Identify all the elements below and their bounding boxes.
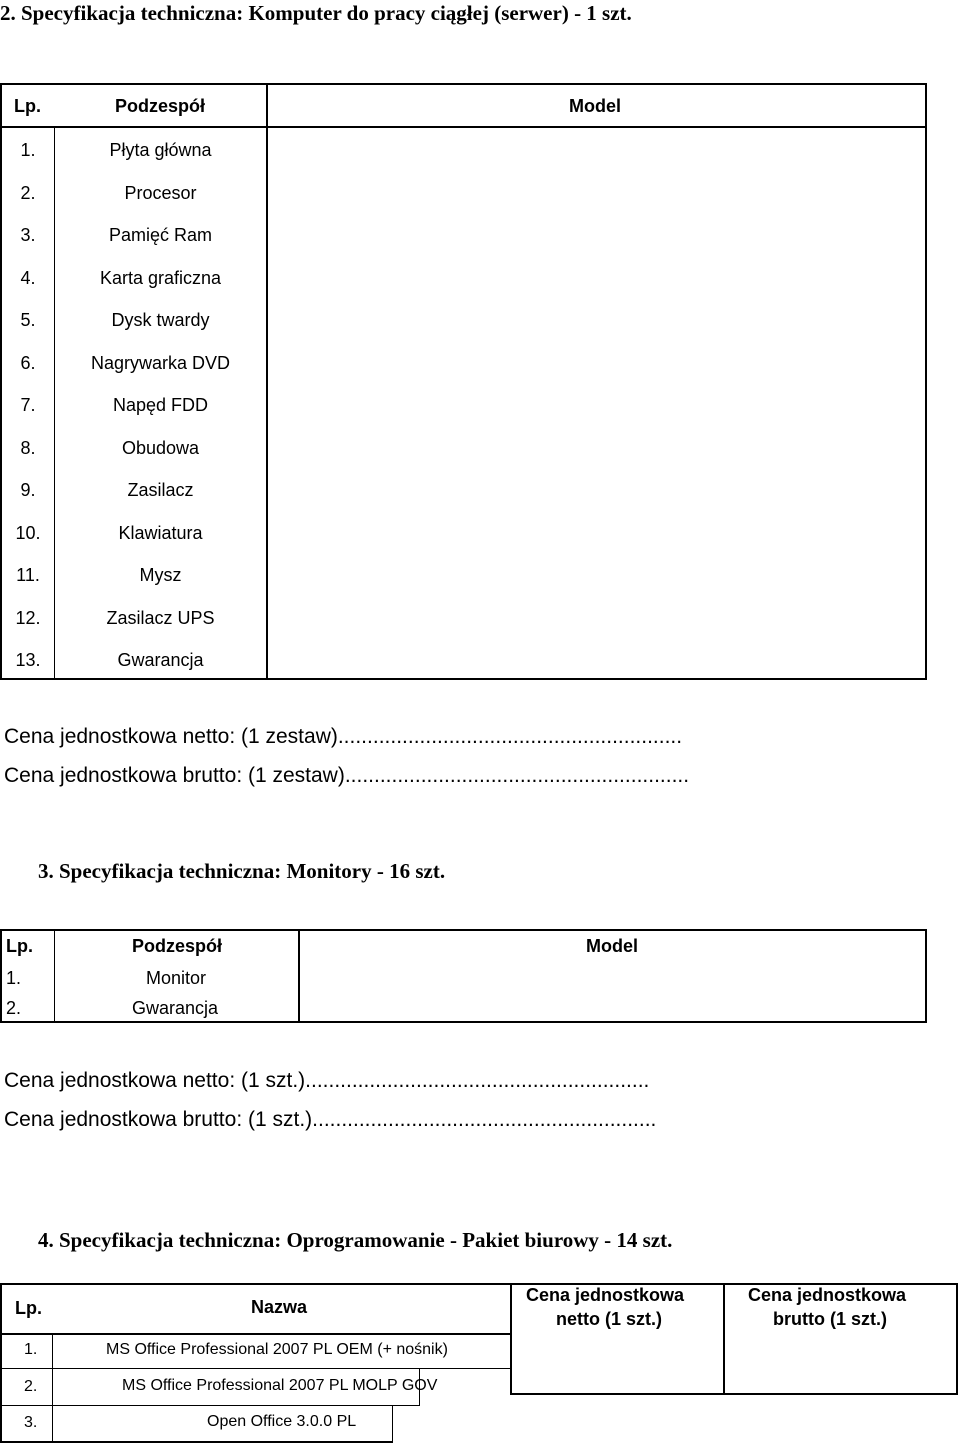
section2-row-lp: 4. <box>20 267 36 288</box>
section2-header-model: Model <box>569 96 621 116</box>
section2-row-lp: 6. <box>20 352 36 373</box>
section2-header-part: Podzespół <box>115 96 206 116</box>
section2-row-part: Dysk twardy <box>111 310 210 330</box>
section4-row-name: MS Office Professional 2007 PL OEM (+ nośnik) <box>106 1341 448 1358</box>
section2-row-part: Pamięć Ram <box>108 225 213 245</box>
section2-title: 2. Specyfikacja techniczna: Komputer do pracy ciągłej (serwer) - 1 szt. <box>0 1 632 25</box>
section2-row-part: Procesor <box>124 182 197 203</box>
section3-header-part: Podzespół <box>132 936 223 956</box>
section4-row-lp: 2. <box>24 1378 38 1395</box>
section2-row-part: Nagrywarka DVD <box>90 352 231 373</box>
section4-row-lp: 3. <box>24 1414 38 1431</box>
section2-row-lp: 9. <box>20 480 36 500</box>
section3-price-netto: Cena jednostkowa netto: (1 szt.)........................................................... <box>4 1069 650 1092</box>
section2-header-lp: Lp. <box>14 96 41 116</box>
section2-row-part: Płyta główna <box>109 140 212 160</box>
section4-header-netto: netto (1 szt.) <box>556 1309 662 1329</box>
section2-row-lp: 3. <box>20 225 36 245</box>
section4-row-name: MS Office Professional 2007 PL MOLP GOV <box>122 1377 438 1394</box>
section2-row-lp: 2. <box>20 182 36 203</box>
section2-row-lp: 10. <box>15 522 41 543</box>
section3-row-part: Monitor <box>146 968 207 988</box>
section3-row-lp: 1. <box>6 968 22 988</box>
section2-row-lp: 13. <box>15 650 41 670</box>
section2-row-lp: 12. <box>15 607 41 628</box>
section2-row-part: Obudowa <box>121 437 200 458</box>
section4-header-name: Nazwa <box>251 1297 308 1317</box>
section2-row-lp: 8. <box>20 437 36 458</box>
section2-price-brutto: Cena jednostkowa brutto: (1 zestaw)........................................................... <box>4 764 690 787</box>
section3-price-brutto: Cena jednostkowa brutto: (1 szt.)........................................................... <box>4 1108 657 1131</box>
section2-row-part: Mysz <box>139 565 182 585</box>
section2-row-part: Zasilacz <box>127 480 194 500</box>
section3-table <box>0 929 927 1023</box>
section4-title: 4. Specyfikacja techniczna: Oprogramowanie - Pakiet biurowy - 14 szt. <box>38 1228 673 1252</box>
section3-row-part: Gwarancja <box>132 998 219 1018</box>
section2-row-part: Zasilacz UPS <box>106 607 215 628</box>
section2-row-part: Karta graficzna <box>99 267 222 288</box>
section2-row-lp: 7. <box>20 395 36 415</box>
section3-header-lp: Lp. <box>6 936 33 956</box>
section2-row-lp: 11. <box>16 565 40 585</box>
section4-row-lp: 1. <box>24 1341 38 1358</box>
section2-row-part: Gwarancja <box>117 650 204 670</box>
section3-row-lp: 2. <box>6 998 22 1018</box>
section2-row-lp: 5. <box>20 310 36 330</box>
section2-table <box>0 83 927 680</box>
section3-header-model: Model <box>586 936 638 956</box>
section4-table <box>0 1283 958 1443</box>
section4-header-lp: Lp. <box>15 1298 42 1318</box>
section2-row-part: Napęd FDD <box>112 395 209 415</box>
section4-row-name: Open Office 3.0.0 PL <box>207 1413 357 1430</box>
section2-row-lp: 1. <box>20 140 36 160</box>
section2-row-part: Klawiatura <box>118 522 203 543</box>
section4-header-netto: Cena jednostkowa <box>526 1285 685 1305</box>
section2-price-netto: Cena jednostkowa netto: (1 zestaw)........................................................... <box>4 725 683 748</box>
section3-title: 3. Specyfikacja techniczna: Monitory - 16 szt. <box>38 859 446 883</box>
section4-header-brutto: brutto (1 szt.) <box>773 1309 887 1329</box>
section4-header-brutto: Cena jednostkowa <box>748 1285 907 1305</box>
